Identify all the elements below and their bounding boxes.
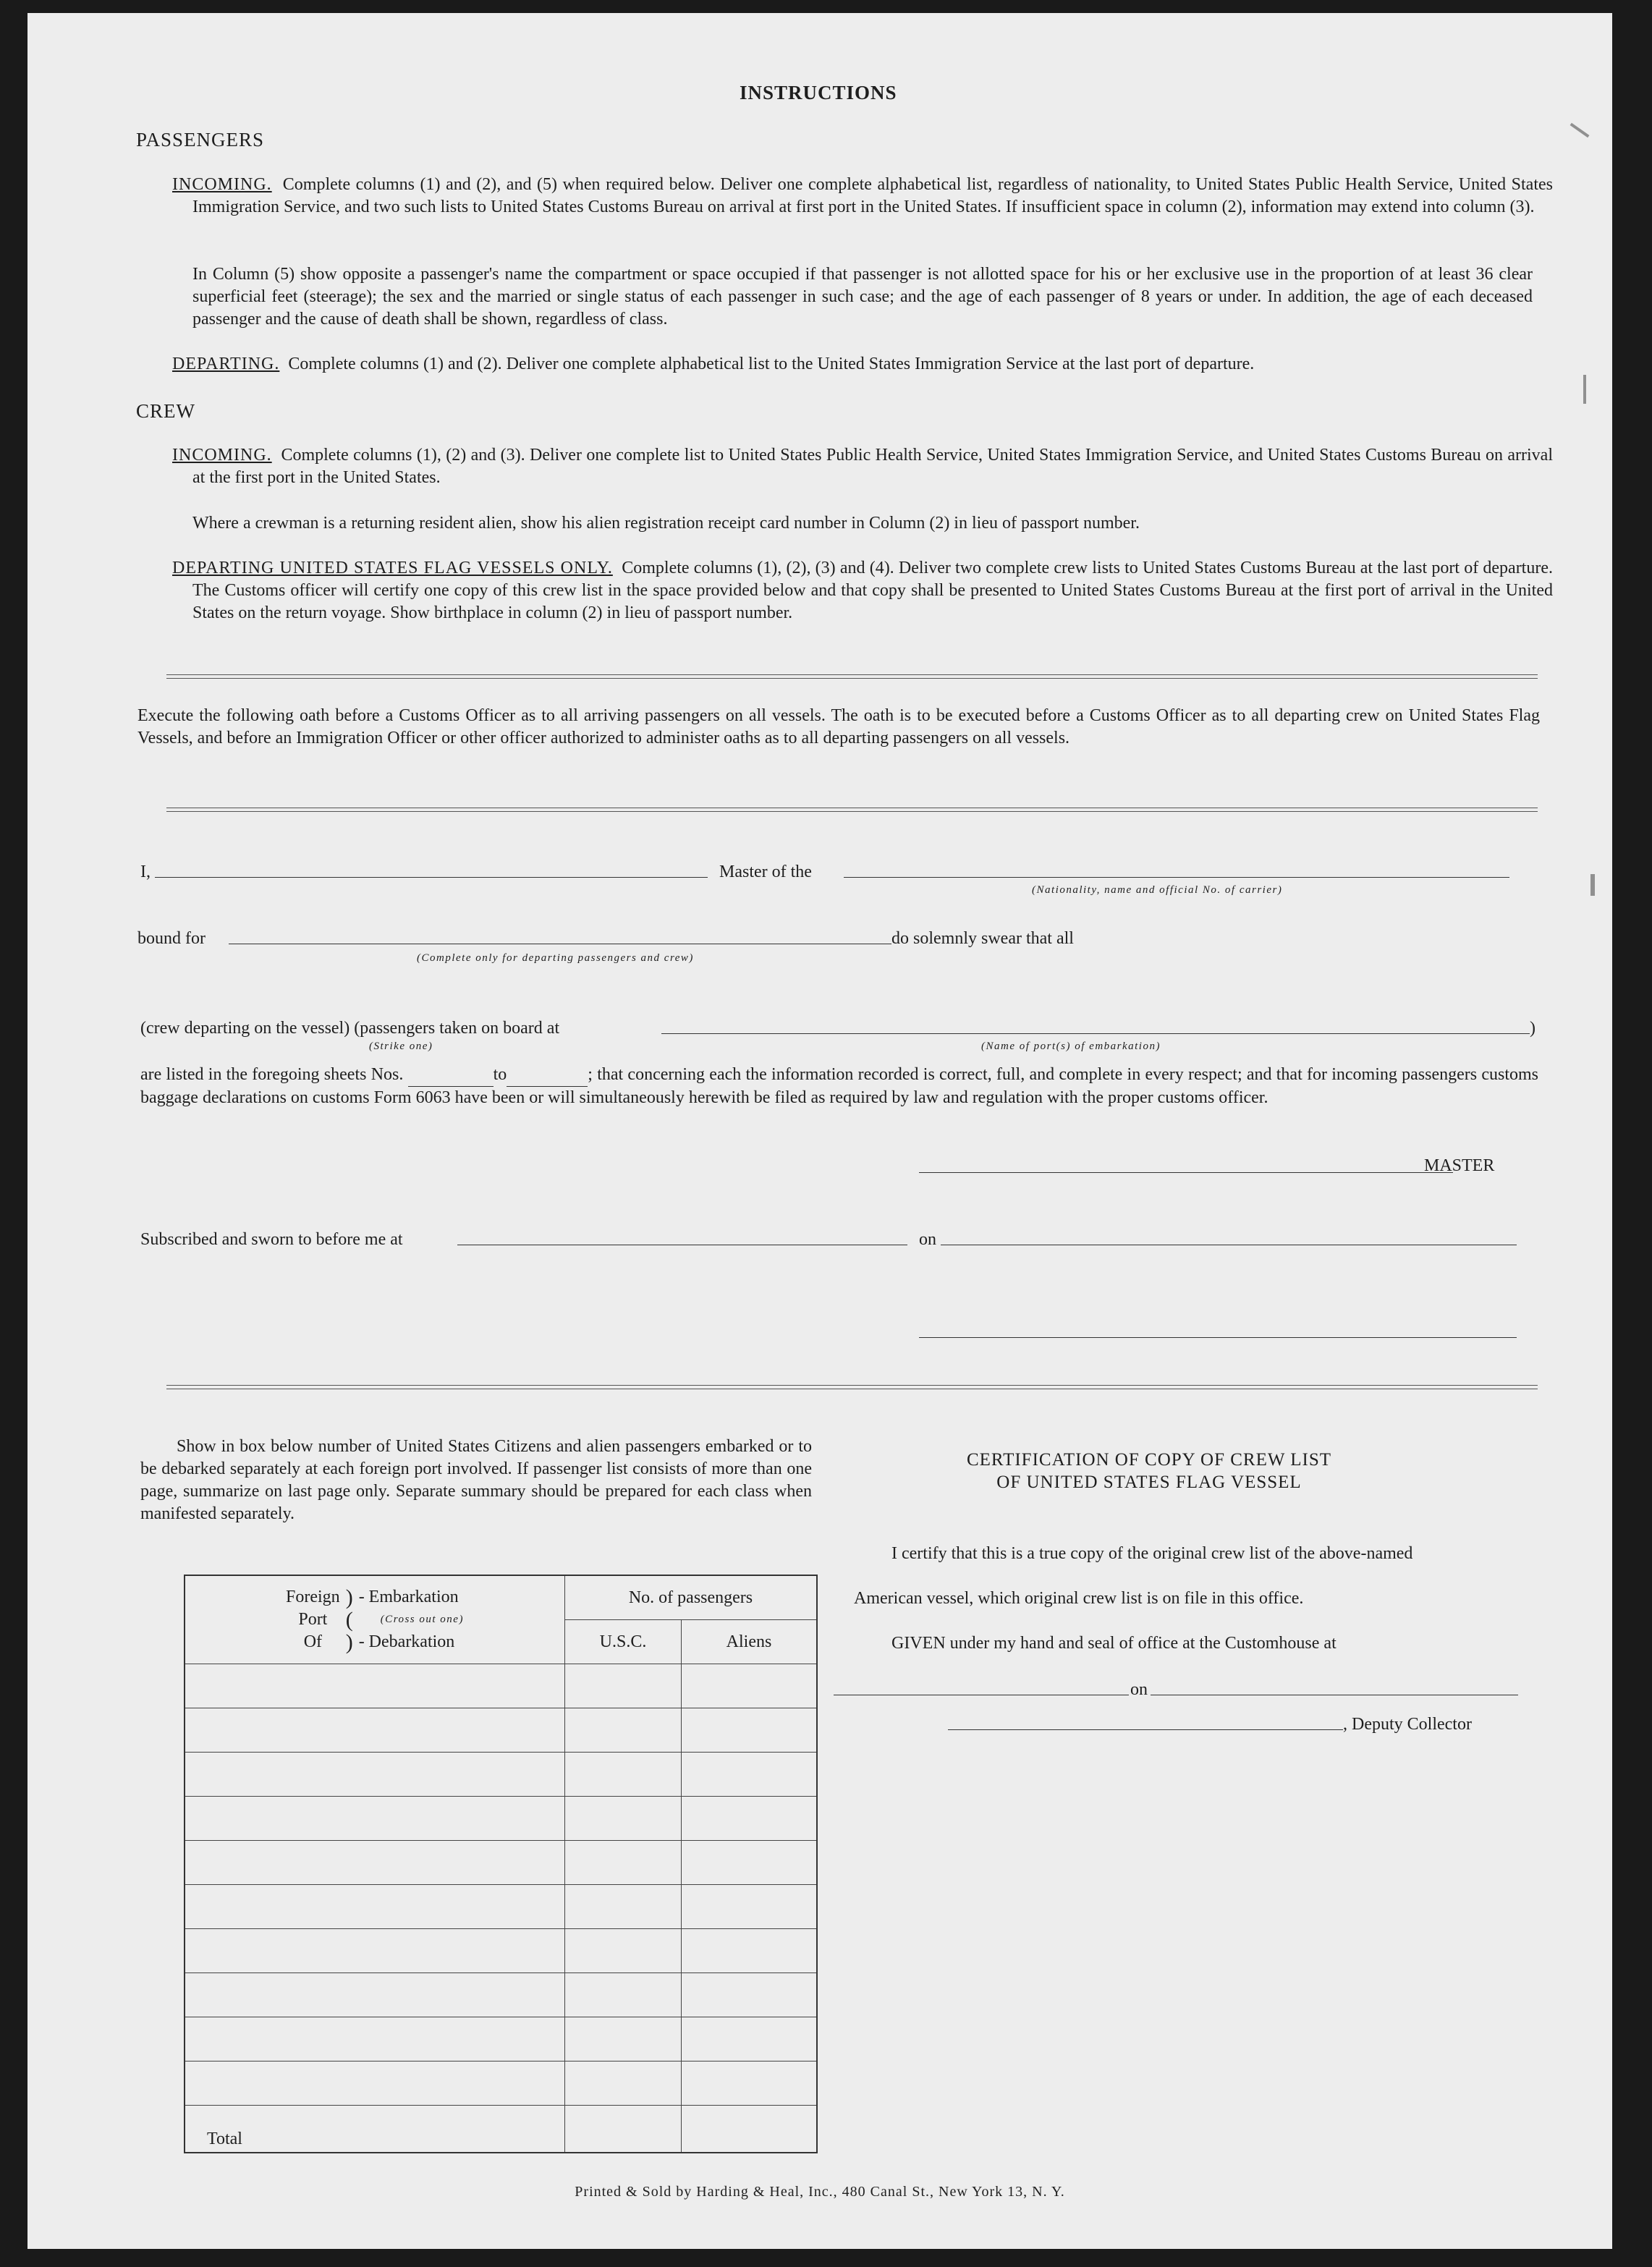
port-cell[interactable] [185,1753,565,1797]
usc-cell[interactable] [565,2017,682,2062]
usc-cell[interactable] [565,1885,682,1929]
oath-intro: Execute the following oath before a Customs Officer as to all arriving passengers on all vessels. The oath is to be executed before a Customs Officer as to all departing crew on United States Flag Vessels, and before an Immigration Officer or other officer authorized to administer oaths as to all departing passengers on all vessels. [137,706,1540,747]
scan-mark [1570,123,1590,137]
certification-title [860,1449,1439,1493]
crew-departing-paragraph [172,557,1553,624]
aliens-cell[interactable] [682,1753,818,1797]
table-row [185,1797,817,1841]
usc-cell[interactable] [565,1797,682,1841]
complete-only-caption: (Complete only for departing passengers and crew) [417,952,694,964]
aliens-cell[interactable] [682,1797,818,1841]
port-cell[interactable] [185,1708,565,1753]
table-row [185,1753,817,1797]
port-header-cell [185,1575,565,1664]
scan-mark [1583,375,1586,404]
usc-cell[interactable] [565,2062,682,2106]
listed-prefix: are listed in the foregoing sheets Nos. [140,1065,404,1084]
certification-title-line2: OF UNITED STATES FLAG VESSEL [996,1473,1302,1492]
crew-incoming-text: Complete columns (1), (2) and (3). Deliver one complete list to United States Public Health Service, United States Immigration Service, and United States Customs Bureau on arrival at the first port in the United States. [192,446,1553,487]
usc-cell[interactable] [565,1708,682,1753]
to-label: to [493,1065,507,1084]
aliens-cell[interactable] [682,1973,818,2017]
port-cell[interactable] [185,1973,565,2017]
port-label: Port [298,1610,328,1629]
aliens-cell[interactable] [682,1929,818,1973]
port-cell[interactable] [185,1664,565,1708]
port-cell[interactable] [185,2017,565,2062]
given-text: GIVEN under my hand and seal of office at the Customhouse at [891,1634,1337,1653]
crew-departing-text: Complete columns (1), (2), (3) and (4). Deliver two complete crew lists to United States Customs Bureau at the last port of departure. The Customs officer will certify one copy of this crew list in the space provided below and that copy shall be presented to United States Customs Bureau at the first port of arrival in the United States on the return voyage. Show birthplace in column (2) in lieu of passport number. [192,559,1553,622]
port-cell[interactable] [185,1797,565,1841]
aliens-header: Aliens [682,1620,818,1664]
sheet-to-field[interactable] [507,1064,588,1087]
crew-heading: CREW [136,400,195,422]
total-row [185,2106,817,2153]
debarkation-option[interactable]: - Debarkation [358,1632,455,1651]
passengers-column5-paragraph: In Column (5) show opposite a passenger's name the compartment or space occupied if that passenger is not allotted space for his or her exclusive use in the proportion of at least 36 clear superficial feet (steerage); the sex and the married or single status of each passenger in such case; and the age of each passenger of 8 years or under. In addition, the age of each deceased passenger and the cause of death shall be shown, regardless of class. [192,265,1533,329]
certification-on-label: on [1130,1680,1148,1699]
sheet-from-field[interactable] [408,1064,494,1087]
section-divider-3 [166,1385,1538,1389]
table-row [185,1664,817,1708]
summary-intro: Show in box below number of United States Citizens and alien passengers embarked or to be debarked separately at each foreign port involved. If passenger list consists of more than one page, summarize on last page only. Separate summary should be prepared for each class when manifested separately. [140,1437,812,1523]
master-signature-field[interactable] [919,1172,1453,1173]
strike-one-caption: (Strike one) [369,1041,433,1052]
passengers-departing-paragraph [172,353,1553,376]
bound-for-label: bound for [137,929,206,948]
crew-alien-paragraph: Where a crewman is a returning resident alien, show his alien registration receipt card number in Column (2) in lieu of passport number. [192,514,1140,533]
scan-mark [1590,874,1595,896]
listed-paragraph [140,1064,1538,1109]
american-text: American vessel, which original crew list is on file in this office. [854,1589,1304,1608]
aliens-cell[interactable] [682,1664,818,1708]
passengers-departing-label: DEPARTING. [172,355,280,373]
officer-signature-field[interactable] [919,1337,1517,1338]
crew-incoming-paragraph [172,444,1553,489]
printer-footer: Printed & Sold by Harding & Heal, Inc., 480 Canal St., New York 13, N. Y. [575,2184,1065,2200]
section-divider-2 [166,808,1538,812]
table-row [185,1708,817,1753]
total-usc-cell[interactable] [565,2106,682,2153]
passengers-departing-text: Complete columns (1) and (2). Deliver one complete alphabetical list to the United States Immigration Service at the last port of departure. [288,355,1255,373]
aliens-cell[interactable] [682,1841,818,1885]
do-solemnly-label: do solemnly swear that all [891,929,1074,948]
total-aliens-cell[interactable] [682,2106,818,2153]
table-row [185,1929,817,1973]
master-label: MASTER [1424,1156,1495,1175]
oath-i-label: I, [140,863,151,881]
usc-cell[interactable] [565,1664,682,1708]
table-row [185,2017,817,2062]
total-label: Total [185,2106,565,2153]
ports-caption: (Name of port(s) of embarkation) [981,1041,1161,1052]
port-cell[interactable] [185,1885,565,1929]
embarkation-port-field[interactable] [661,1033,1530,1034]
deputy-signature-field[interactable] [948,1729,1343,1730]
aliens-cell[interactable] [682,2017,818,2062]
port-cell[interactable] [185,2062,565,2106]
passengers-incoming-paragraph [172,174,1553,219]
carrier-field[interactable] [844,877,1509,878]
usc-header: U.S.C. [565,1620,682,1664]
master-name-field[interactable] [155,877,708,878]
table-row [185,1973,817,2017]
passengers-heading: PASSENGERS [136,129,265,151]
closing-paren: ) [1530,1019,1535,1038]
brace-icon: ) ( ) [345,1585,353,1654]
usc-cell[interactable] [565,1929,682,1973]
deputy-collector-label: , Deputy Collector [1343,1715,1472,1734]
section-divider-1 [166,674,1538,679]
subscribed-on-label: on [919,1230,936,1249]
subscribed-label: Subscribed and sworn to before me at [140,1230,403,1249]
passengers-incoming-label: INCOMING. [172,175,272,194]
aliens-cell[interactable] [682,1885,818,1929]
foreign-label: Foreign [286,1588,340,1606]
table-row [185,2062,817,2106]
master-of-the-label: Master of the [719,863,812,881]
crew-incoming-label: INCOMING. [172,446,272,465]
cross-out-caption: (Cross out one) [380,1614,464,1625]
crew-departing-label: DEPARTING UNITED STATES FLAG VESSELS ONLY. [172,559,613,577]
table-row [185,1841,817,1885]
certify-text: I certify that this is a true copy of the original crew list of the above-named [891,1544,1413,1563]
crew-passengers-label: (crew departing on the vessel) (passengers taken on board at [140,1019,560,1038]
form-page [27,13,1612,2249]
listed-rest: ; that concerning each the information recorded is correct, full, and complete in every respect; and that for incoming passengers customs baggage declarations on customs Form 6063 have been or will simultaneously herewith be filed as required by law and regulation with the proper customs officer. [140,1065,1539,1107]
instructions-title: INSTRUCTIONS [740,82,897,103]
passenger-summary-table [184,1575,818,2153]
embarkation-option[interactable]: - Embarkation [358,1588,459,1606]
no-of-passengers-header: No. of passengers [565,1575,818,1620]
passengers-incoming-text: Complete columns (1) and (2), and (5) when required below. Deliver one complete alphabetical list, regardless of nationality, to United States Public Health Service, United States Immigration Service, and two such lists to United States Customs Bureau on arrival at first port in the United States. If insufficient space in column (2), information may extend into column (3). [192,175,1553,216]
usc-cell[interactable] [565,1973,682,2017]
port-cell[interactable] [185,1841,565,1885]
port-cell[interactable] [185,1929,565,1973]
aliens-cell[interactable] [682,2062,818,2106]
of-label: Of [303,1632,323,1651]
aliens-cell[interactable] [682,1708,818,1753]
certification-title-line1: CERTIFICATION OF COPY OF CREW LIST [966,1450,1332,1470]
usc-cell[interactable] [565,1753,682,1797]
usc-cell[interactable] [565,1841,682,1885]
nationality-caption: (Nationality, name and official No. of carrier) [1032,884,1283,896]
table-row [185,1885,817,1929]
